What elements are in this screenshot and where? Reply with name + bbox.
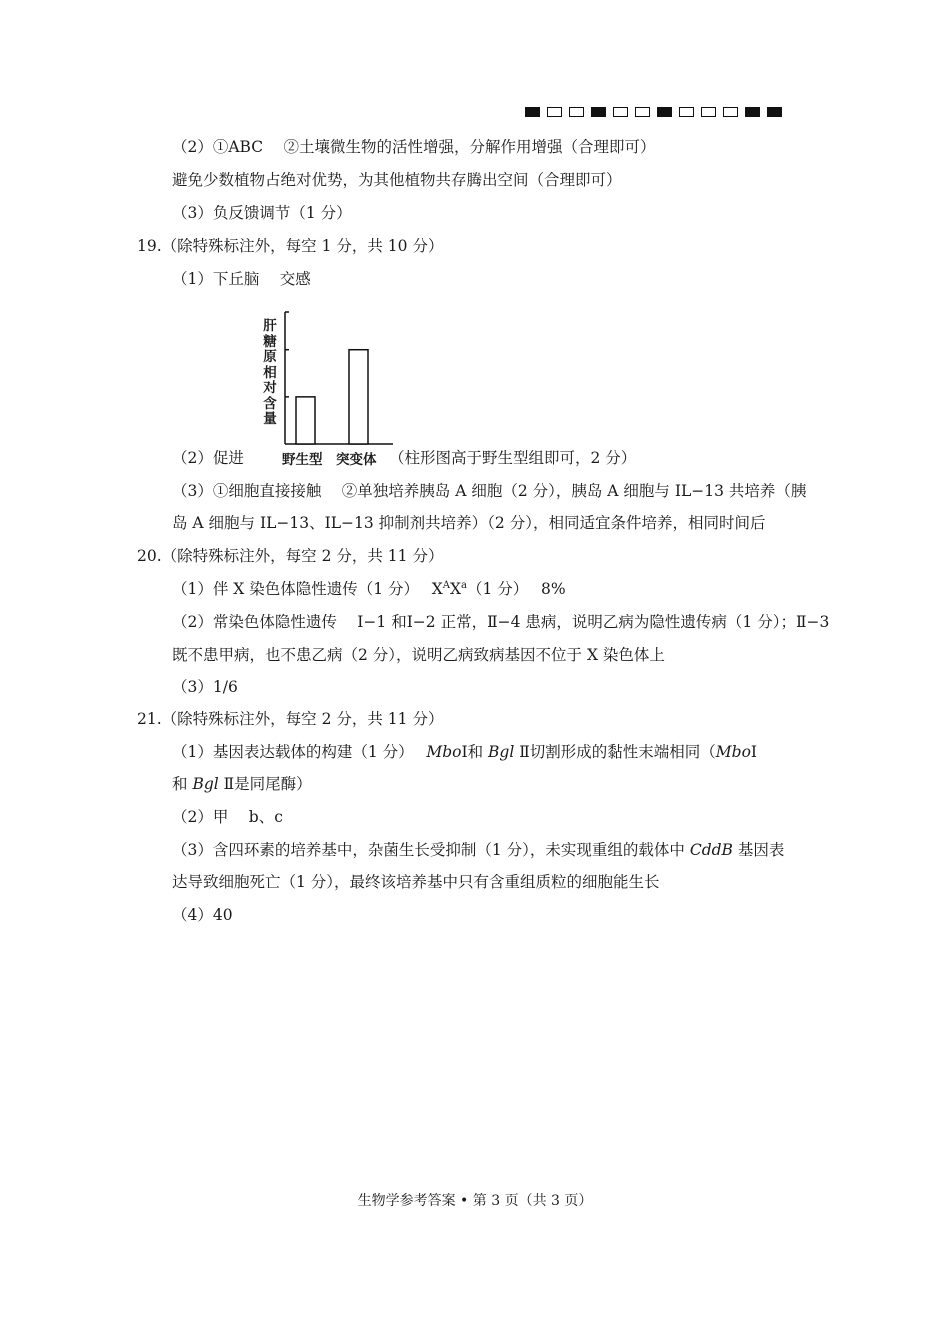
header-progress-marks [525,107,782,117]
answer-20-2-line2: 既不患甲病，也不患乙病（2 分），说明乙病致病基因不位于 X 染色体上 [172,646,665,664]
filled-square-mark [745,107,760,117]
empty-square-mark [547,107,562,117]
answer-21-3-line2: 达导致细胞死亡（1 分），最终该培养基中只有含重组质粒的细胞能生长 [172,873,660,891]
answer-18-2-line2: 避免少数植物占绝对优势，为其他植物共存腾出空间（合理即可） [172,171,622,189]
answer-19-2-right: （柱形图高于野生型组即可，2 分） [389,449,637,467]
question-21-header: 21.（除特殊标注外，每空 2 分，共 11 分） [137,710,444,728]
answer-21-1-line2: 和 Bgl Ⅱ是同尾酶） [172,775,312,793]
answer-21-1-line1: （1）基因表达载体的构建（1 分） MboⅠ和 Bgl Ⅱ切割形成的黏性末端相同（MboⅠ [172,743,758,761]
filled-square-mark [525,107,540,117]
answer-19-3-line2: 岛 A 细胞与 IL−13、IL−13 抑制剂共培养）（2 分），相同适宜条件培养，相同时间后 [172,514,766,532]
empty-square-mark [613,107,628,117]
answer-21-4: （4）40 [172,906,233,924]
answer-20-3: （3）1/6 [172,678,238,696]
empty-square-mark [635,107,650,117]
filled-square-mark [657,107,672,117]
answer-19-1: （1）下丘脑 交感 [172,270,311,288]
question-19-header: 19.（除特殊标注外，每空 1 分，共 10 分） [137,237,444,255]
filled-square-mark [591,107,606,117]
page-footer: 生物学参考答案 • 第 3 页（共 3 页） [357,1193,593,1209]
answer-21-3-line1: （3）含四环素的培养基中，杂菌生长受抑制（1 分），未实现重组的载体中 CddB 基因表 [172,841,785,859]
answer-21-2: （2）甲 b、c [172,808,283,826]
empty-square-mark [701,107,716,117]
empty-square-mark [679,107,694,117]
answer-20-1: （1）伴 X 染色体隐性遗传（1 分） $X^AX^a(1$ 分） 8% [172,580,566,598]
answer-19-2-left: （2）促进 [172,449,244,467]
empty-square-mark [723,107,738,117]
bar-wild-type [296,397,315,444]
answer-18-3: （3）负反馈调节（1 分） [172,204,352,222]
filled-square-mark [767,107,782,117]
answer-20-2-line1: （2）常染色体隐性遗传 Ⅰ−1 和Ⅰ−2 正常，Ⅱ−4 患病，说明乙病为隐性遗传病（1 分）；Ⅱ−3 [172,613,830,631]
answer-19-3-line1: （3）①细胞直接接触 ②单独培养胰岛 A 细胞（2 分），胰岛 A 细胞与 IL−13 共培养（胰 [172,482,807,500]
bar-label-wild-type: 野生型 [282,452,323,468]
question-20-header: 20.（除特殊标注外，每空 2 分，共 11 分） [137,547,444,565]
answer-18-2-line1: （2）①ABC ②土壤微生物的活性增强，分解作用增强（合理即可） [172,138,656,156]
chart-y-axis-label: 肝糖原相对含量 [263,318,277,427]
bar-label-mutant: 突变体 [336,452,377,468]
empty-square-mark [569,107,584,117]
bar-mutant [349,350,368,444]
